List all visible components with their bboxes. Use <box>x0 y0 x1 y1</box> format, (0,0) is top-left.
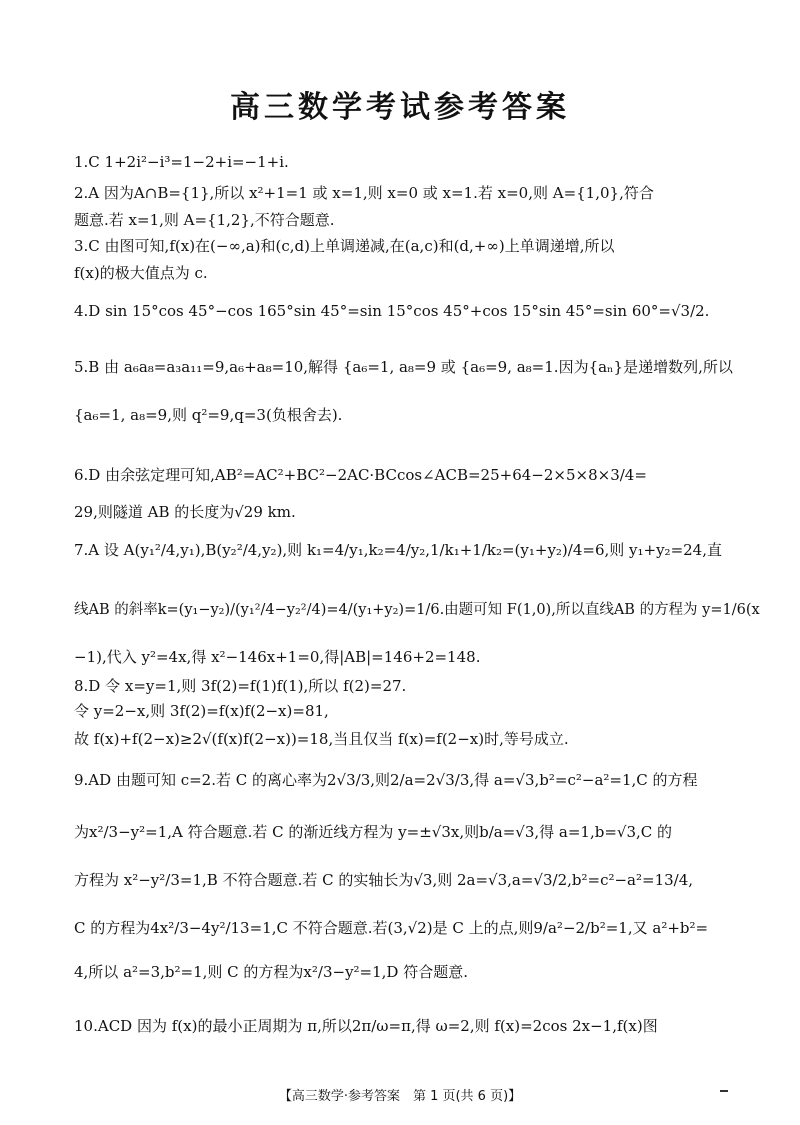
page-title: 高三数学考试参考答案 <box>230 90 570 125</box>
answer-line-18: 为x²/3−y²=1,A 符合题意.若 C 的渐近线方程为 y=±√3x,则b/a=√3,得 a=1,b=√3,C 的 <box>74 823 673 841</box>
answer-line-14: 8.D 令 x=y=1,则 3f(2)=f(1)f(1),所以 f(2)=27. <box>74 677 407 695</box>
answer-line-22: 10.ACD 因为 f(x)的最小正周期为 π,所以2π/ω=π,得 ω=2,则 f(x)=2cos 2x−1,f(x)图 <box>74 1017 658 1035</box>
answer-line-10: 29,则隧道 AB 的长度为√29 km. <box>74 503 296 521</box>
answer-line-4: 3.C 由图可知,f(x)在(−∞,a)和(c,d)上单调递减,在(a,c)和(d,+∞)上单调递增,所以 <box>74 237 615 255</box>
answer-line-15: 令 y=2−x,则 3f(2)=f(x)f(2−x)=81, <box>74 702 329 720</box>
answer-line-19: 方程为 x²−y²/3=1,B 不符合题意.若 C 的实轴长为√3,则 2a=√3,a=√3/2,b²=c²−a²=13/4, <box>74 871 694 889</box>
answer-line-2: 2.A 因为A∩B={1},所以 x²+1=1 或 x=1,则 x=0 或 x=1.若 x=0,则 A={1,0},符合 <box>74 184 654 202</box>
corner-mark <box>720 1090 728 1092</box>
answer-line-1: 1.C 1+2i²−i³=1−2+i=−1+i. <box>74 153 289 171</box>
answer-line-7: 5.B 由 a₆a₈=a₃a₁₁=9,a₆+a₈=10,解得 {a₆=1, a₈=9 或 {a₆=9, a₈=1.因为{aₙ}是递增数列,所以 <box>74 358 733 376</box>
answer-line-5: f(x)的极大值点为 c. <box>74 264 208 282</box>
answer-line-16: 故 f(x)+f(2−x)≥2√(f(x)f(2−x))=18,当且仅当 f(x)=f(2−x)时,等号成立. <box>74 730 569 748</box>
answer-line-11: 7.A 设 A(y₁²/4,y₁),B(y₂²/4,y₂),则 k₁=4/y₁,k₂=4/y₂,1/k₁+1/k₂=(y₁+y₂)/4=6,则 y₁+y₂=24,直 <box>74 541 722 559</box>
answer-line-13: −1),代入 y²=4x,得 x²−146x+1=0,得|AB|=146+2=148. <box>74 648 481 666</box>
answer-line-3: 题意.若 x=1,则 A={1,2},不符合题意. <box>74 211 335 229</box>
answer-line-6: 4.D sin 15°cos 45°−cos 165°sin 45°=sin 15°cos 45°+cos 15°sin 45°=sin 60°=√3/2. <box>74 302 710 320</box>
answer-line-9: 6.D 由余弦定理可知,AB²=AC²+BC²−2AC·BCcos∠ACB=25+64−2×5×8×3/4= <box>74 466 647 484</box>
answer-line-20: C 的方程为4x²/3−4y²/13=1,C 不符合题意.若(3,√2)是 C 上的点,则9/a²−2/b²=1,又 a²+b²= <box>74 919 709 937</box>
answer-line-8: {a₆=1, a₈=9,则 q²=9,q=3(负根舍去). <box>74 406 343 424</box>
page-footer: 【高三数学·参考答案 第 1 页(共 6 页)】 <box>278 1089 522 1104</box>
answer-line-17: 9.AD 由题可知 c=2.若 C 的离心率为2√3/3,则2/a=2√3/3,得 a=√3,b²=c²−a²=1,C 的方程 <box>74 771 698 789</box>
answer-line-12: 线AB 的斜率k=(y₁−y₂)/(y₁²/4−y₂²/4)=4/(y₁+y₂)=1/6.由题可知 F(1,0),所以直线AB 的方程为 y=1/6(x <box>74 602 760 618</box>
answer-line-21: 4,所以 a²=3,b²=1,则 C 的方程为x²/3−y²=1,D 符合题意. <box>74 963 468 981</box>
